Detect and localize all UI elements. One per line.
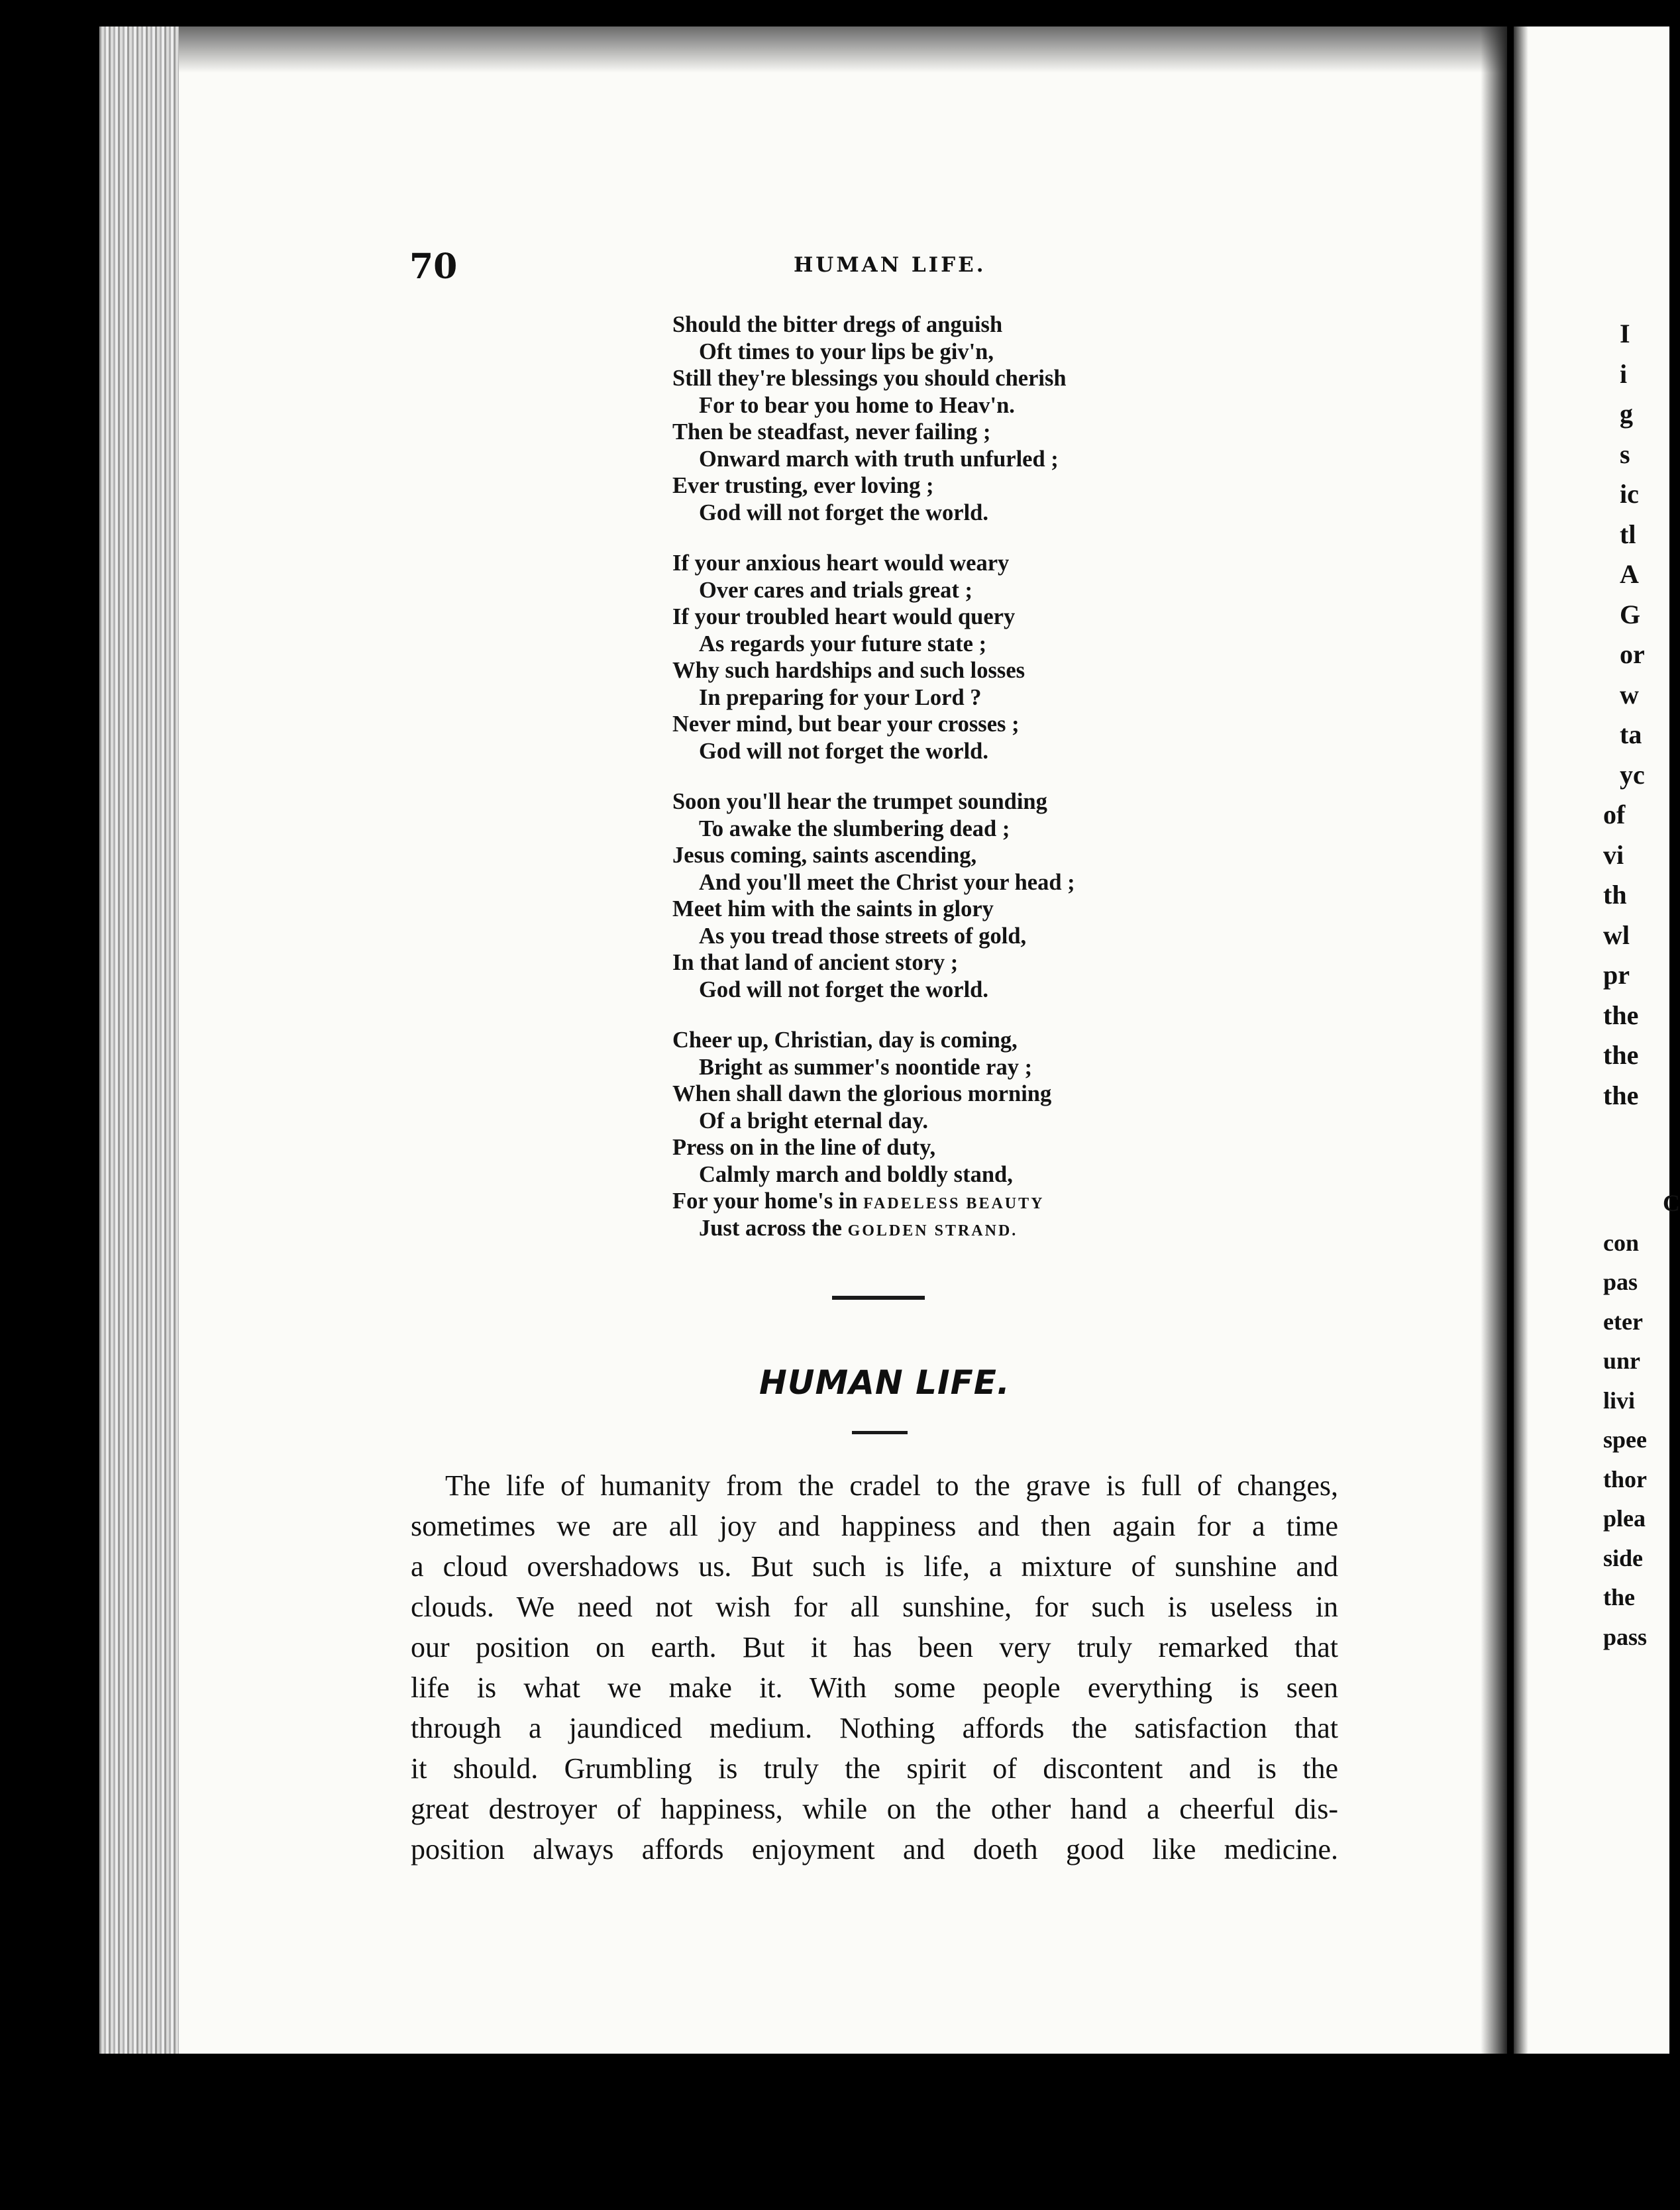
poem-line: Jesus coming, saints ascending, (672, 843, 977, 868)
poem-line: Ever trusting, ever loving ; (672, 473, 934, 498)
facing-page-fragment: livi (1603, 1387, 1636, 1414)
facing-page-fragment: spee (1603, 1426, 1647, 1453)
right-page-shadow (1514, 26, 1528, 2054)
facing-page-fragment: yc (1620, 759, 1645, 790)
facing-page-fragment: pr (1603, 960, 1630, 990)
paragraph-line: clouds. We need not wish for all sunshine, for such is useless in (411, 1591, 1338, 1623)
page-edge-stack (99, 26, 179, 2054)
poem-line: Over cares and trials great ; (699, 577, 972, 603)
poem-line: God will not forget the world. (699, 500, 988, 525)
poem-stanza-4 (672, 1027, 1269, 1241)
poem-line: As regards your future state ; (699, 631, 987, 657)
title-underline-rule (852, 1431, 908, 1434)
paragraph-line: our position on earth. But it has been very truly remarked that (411, 1631, 1338, 1663)
poem-line (672, 1188, 1269, 1215)
facing-page-fragment: the (1603, 1584, 1635, 1610)
poem-line: Calmly march and boldly stand, (699, 1161, 1013, 1187)
facing-page-fragment: the (1603, 1000, 1639, 1030)
page-top-shadow (179, 26, 1507, 73)
running-head (409, 246, 1337, 286)
paragraph-line: a cloud overshadows us. But such is life, a mixture of sunshine and (411, 1550, 1338, 1583)
poem-line: Of a bright eternal day. (699, 1108, 928, 1133)
poem-line: God will not forget the world. (699, 976, 988, 1002)
facing-page-fragment: plea (1603, 1505, 1646, 1532)
poem-stanza-2 (672, 550, 1269, 764)
poem-stanza-1 (672, 311, 1269, 526)
poem-line: Never mind, but bear your crosses ; (672, 711, 1020, 737)
poem-line: In that land of ancient story ; (672, 950, 959, 975)
facing-page-fragment: w (1620, 679, 1639, 710)
paragraph-line: through a jaundiced medium. Nothing affords the satisfaction that (411, 1712, 1338, 1744)
small-caps-phrase: FADELESS BEAUTY (863, 1195, 1045, 1212)
facing-page-fragment: side (1603, 1544, 1644, 1571)
facing-page-fragment: pas (1603, 1269, 1638, 1295)
small-caps-phrase: GOLDEN STRAND. (847, 1222, 1018, 1239)
facing-page-fragment: pass (1603, 1623, 1648, 1650)
paragraph-line: The life of humanity from the cradel to the grave is full of changes, (445, 1469, 1338, 1502)
poem-line: Soon you'll hear the trumpet sounding (672, 789, 1047, 814)
paragraph-line: position always affords enjoyment and doeth good like medicine. (411, 1833, 1338, 1866)
facing-page-fragment: s (1620, 439, 1630, 469)
facing-page-fragment: eter (1603, 1308, 1643, 1335)
paragraph-line: it should. Grumbling is truly the spirit of discontent and is the (411, 1752, 1338, 1785)
poem-line (672, 1215, 1269, 1242)
facing-page-fragment: ic (1620, 479, 1639, 509)
poem-line: For to bear you home to Heav'n. (699, 392, 1015, 418)
facing-page-fragment: wl (1603, 920, 1630, 950)
running-title: HUMAN LIFE. (794, 253, 986, 277)
poem-line: Cheer up, Christian, day is coming, (672, 1027, 1018, 1053)
facing-page-fragment: or (1620, 639, 1645, 669)
facing-page-fragment: i (1620, 358, 1628, 389)
facing-page-fragment: ta (1620, 719, 1642, 749)
poem-line-text: For your home's in (672, 1188, 864, 1214)
facing-page-fragment: g (1620, 399, 1633, 429)
poem-line: To awake the slumbering dead ; (699, 816, 1010, 841)
facing-page-fragment: G (1620, 599, 1641, 629)
book-gutter (1481, 26, 1507, 2054)
poem-stanza-3 (672, 788, 1269, 1003)
poem-line: Should the bitter dregs of anguish (672, 312, 1003, 337)
poem-line: As you tread those streets of gold, (699, 923, 1027, 949)
facing-page-fragment: C (1663, 1190, 1680, 1216)
paragraph-line: great destroyer of happiness, while on the other hand a cheerful dis- (411, 1793, 1338, 1825)
facing-page-fragment: the (1603, 1040, 1639, 1070)
facing-page-fragment: unr (1603, 1347, 1641, 1374)
essay-title: HUMAN LIFE. (759, 1363, 1010, 1402)
poem-line: In preparing for your Lord ? (699, 684, 982, 710)
paragraph-line: sometimes we are all joy and happiness and then again for a time (411, 1510, 1338, 1542)
page-number: 70 (409, 246, 458, 287)
poem-line: Press on in the line of duty, (672, 1135, 936, 1160)
poem-line: Oft times to your lips be giv'n, (699, 339, 994, 364)
poem-line: If your anxious heart would weary (672, 551, 1010, 576)
poem-line: And you'll meet the Christ your head ; (699, 869, 1075, 895)
facing-page-fragment: vi (1603, 839, 1624, 870)
poem-line: If your troubled heart would query (672, 604, 1016, 629)
facing-page-fragment: I (1620, 319, 1630, 348)
poem-line: Why such hardships and such losses (672, 658, 1025, 683)
right-page (1514, 26, 1669, 2054)
facing-page-fragment: tl (1620, 519, 1636, 549)
poem-line: God will not forget the world. (699, 738, 988, 764)
facing-page-fragment: the (1603, 1080, 1639, 1110)
poem (672, 311, 1269, 1265)
poem-line: Onward march with truth unfurled ; (699, 446, 1059, 472)
poem-line: Still they're blessings you should cherish (672, 366, 1067, 391)
facing-page-fragment: A (1620, 559, 1639, 589)
poem-line-text: Just across the (699, 1215, 848, 1241)
facing-page-fragment: thor (1603, 1465, 1647, 1493)
facing-page-fragment: th (1603, 880, 1627, 910)
poem-line: When shall dawn the glorious morning (672, 1081, 1052, 1106)
poem-line: Meet him with the saints in glory (672, 896, 994, 921)
essay-paragraph (411, 1465, 1338, 1869)
poem-line: Then be steadfast, never failing ; (672, 419, 991, 445)
paragraph-line: life is what we make it. With some people everything is seen (411, 1671, 1338, 1704)
section-divider-rule (832, 1296, 925, 1300)
poem-line: Bright as summer's noontide ray ; (699, 1054, 1033, 1080)
facing-page-fragment: of (1603, 800, 1626, 829)
facing-page-fragment: con (1603, 1229, 1639, 1256)
